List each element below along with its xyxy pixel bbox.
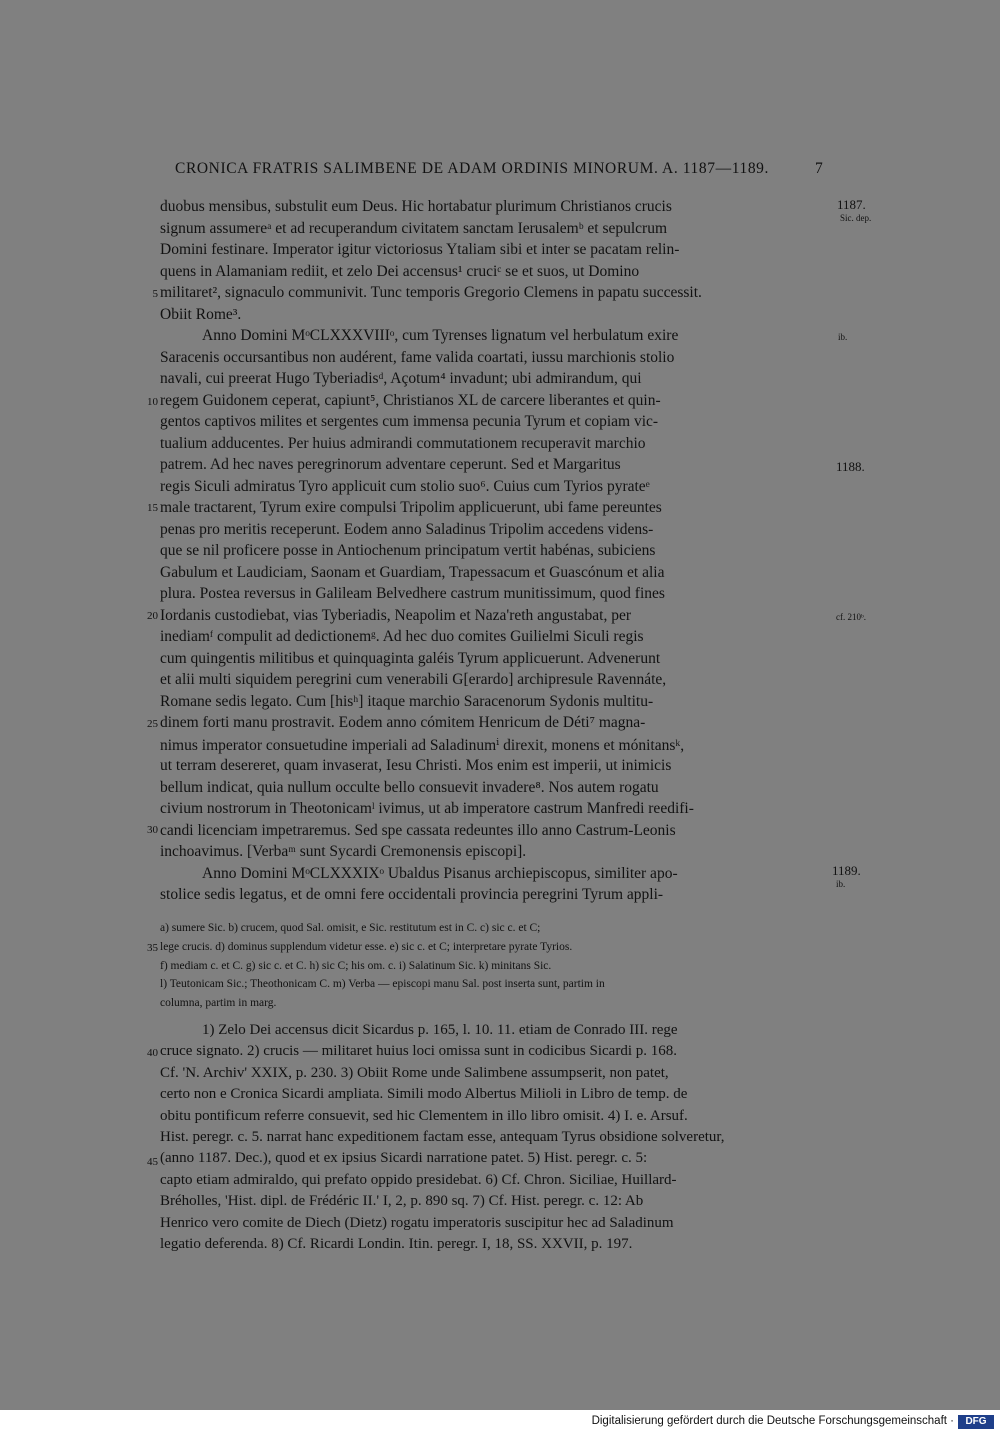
running-header: CRONICA FRATRIS SALIMBENE DE ADAM ORDINIS MINORUM. A. 1187—1189. — [175, 160, 770, 177]
margin-year-1187: 1187. — [837, 197, 866, 212]
text-line: regem Guidonem ceperat, capiunt⁵, Christianos XL de carcere liberantes et quin- — [160, 391, 661, 409]
text-line: bellum indicat, quia nullum occulte bello consuevit invadere⁸. Nos autem rogatu — [160, 778, 659, 796]
line-number: 20 — [147, 610, 158, 622]
text-line: et alii multi siquidem peregrini cum venerabili G[erardo] archipresule Ravennáte, — [160, 671, 667, 688]
note-line: cruce signato. 2) crucis — militaret huius loci omissa sunt in codicibus Sicardi p. 168. — [160, 1043, 677, 1060]
text-line: male tractarent, Tyrum exire compulsi Tripolim applicuerunt, ubi fame pereuntes — [160, 499, 662, 516]
margin-sic-dep: Sic. dep. — [840, 213, 872, 223]
text-line: candi licenciam impetraremus. Sed spe cassata redeuntes illo anno Castrum-Leonis — [160, 821, 676, 839]
note-line: obitu pontificum referre consuevit, sed hic Clementem in illo libro omisit. 4) I. e. Arsuf. — [160, 1107, 688, 1124]
footnote-line: lege crucis. d) dominus supplendum videtur esse. e) sic c. et C; interpretare pyrate Tyrios. — [160, 940, 573, 953]
text-line: militaret², signaculo communivit. Tunc temporis Gregorio Clemens in papatu successit. — [160, 284, 702, 301]
text-line: Anno Domini MᵒCLXXXVIIIᵒ, cum Tyrenses lignatum vel herbulatum exire — [202, 327, 679, 344]
footnote-line: l) Teutonicam Sic.; Theothonicam C. m) Verba — episcopi manu Sal. post inserta sunt, partim in — [160, 978, 605, 991]
text-line: Romane sedis legato. Cum [hisʰ] itaque marchio Saracenorum Sydonis multitu- — [160, 692, 654, 710]
line-number: 25 — [147, 718, 158, 730]
text-line: dinem forti manu prostravit. Eodem anno cómitem Henricum de Déti⁷ magna- — [160, 714, 646, 731]
text-line: signum assumereᵃ et ad recuperandum civitatem sanctam Ierusalemᵇ et sepulcrum — [160, 219, 668, 237]
text-line: Saracenis occursantibus non audérent, fame valida coartati, iussu marchionis stolio — [160, 348, 675, 366]
digitization-footer — [0, 1410, 1000, 1434]
text-line: penas pro meritis receperunt. Eodem anno Saladinus Tripolim accedens videns- — [160, 520, 654, 538]
text-line: plura. Postea reversus in Galileam Belvedhere castrum munitissimum, quod fines — [160, 585, 665, 602]
line-number: 10 — [147, 396, 158, 408]
text-line: Anno Domini MᵒCLXXXIXᵒ Ubaldus Pisanus archiepiscopus, similiter apo- — [202, 864, 678, 882]
text-line: ut terram desereret, quam invaserat, Iesu Christi. Mos enim est imperii, ut inimicis — [160, 757, 672, 774]
line-number: 30 — [147, 824, 158, 836]
note-line: Bréholles, 'Hist. dipl. de Frédéric II.' I, 2, p. 890 sq. 7) Cf. Hist. peregr. c. 12: Ab — [160, 1193, 644, 1210]
line-number: 15 — [147, 502, 158, 514]
note-line: capto etiam admiraldo, qui prefato oppido presidebat. 6) Cf. Chron. Siciliae, Huillard- — [160, 1171, 677, 1188]
footnote-line: f) mediam c. et C. g) sic c. et C. h) sic C; his om. c. i) Salatinum Sic. k) minitans Sic. — [160, 959, 552, 972]
note-line: Cf. 'N. Archiv' XXIX, p. 230. 3) Obiit Rome unde Salimbene assumpserit, non patet, — [160, 1064, 669, 1081]
text-line: inediamᶠ compulit ad dedictionemᵍ. Ad hec duo comites Guilielmi Siculi regis — [160, 628, 644, 645]
margin-cf-210: cf. 210ᵇ. — [836, 612, 867, 622]
text-line: Domini festinare. Imperator igitur victoriosus Ytaliam sibi et inter se pacatam relin- — [160, 241, 680, 258]
note-line: (anno 1187. Dec.), quod et ex ipsius Sicardi narratione patet. 5) Hist. peregr. c. 5: — [160, 1150, 648, 1167]
note-line: 1) Zelo Dei accensus dicit Sicardus p. 165, l. 10. 11. etiam de Conrado III. rege — [202, 1022, 678, 1038]
text-line: gentos captivos milites et sergentes cum immensa pecunia Tyrum et copiam vic- — [160, 413, 659, 430]
text-line: inchoavimus. [Verbaᵐ sunt Sycardi Cremonensis episcopi]. — [160, 843, 527, 860]
margin-ib-1: ib. — [838, 332, 848, 342]
dfg-logo: DFG — [958, 1415, 994, 1429]
line-number: 45 — [147, 1156, 158, 1168]
line-number: 40 — [147, 1047, 158, 1059]
text-line: nimus imperator consuetudine imperiali ad Saladinumⁱ direxit, monens et mónitansᵏ, — [160, 736, 685, 754]
margin-year-1189: 1189. — [832, 863, 861, 878]
text-line: cum quingentis militibus et quinquaginta galéis Tyrum applicuerunt. Advenerunt — [160, 649, 661, 667]
text-line: que se nil proficere posse in Antiochenum principatum vertit habénas, subiciens — [160, 542, 656, 559]
footer-credit: Digitalisierung gefördert durch die Deutsche Forschungsgemeinschaft · — [591, 1415, 954, 1427]
text-line: navali, cui preerat Hugo Tyberiadisᵈ, Açotum⁴ invadunt; ubi admirandum, qui — [160, 370, 642, 387]
text-line: Iordanis custodiebat, vias Tyberiadis, Neapolim et Naza'reth angustabat, per — [160, 606, 632, 624]
text-line: tualium adducentes. Per huius admirandi commutationem recuperavit marchio — [160, 434, 646, 452]
note-line: Henrico vero comite de Diech (Dietz) rogatu imperatoris suscipitur hec ad Saladinum — [160, 1214, 674, 1231]
text-line: regis Siculi admiratus Tyro applicuit cum stolio suo⁶. Cuius cum Tyrios pyrateᵉ — [160, 477, 650, 495]
line-number: 35 — [147, 942, 158, 954]
note-line: certo non e Cronica Sicardi ampliata. Simili modo Albertus Milioli in Libro de temp. de — [160, 1086, 688, 1103]
text-line: duobus mensibus, substulit eum Deus. Hic hortabatur plurimum Christianos crucis — [160, 198, 672, 215]
margin-year-1188: 1188. — [836, 459, 865, 474]
footnote-line: columna, partim in marg. — [160, 997, 277, 1010]
note-line: Hist. peregr. c. 5. narrat hanc expeditionem factam esse, antequam Tyrus obsidione solveretur, — [160, 1129, 725, 1145]
line-number: 5 — [152, 288, 158, 300]
text-line: quens in Alamaniam rediit, et zelo Dei accensus¹ cruciᶜ se et suos, ut Domino — [160, 262, 640, 280]
note-line: legatio deferenda. 8) Cf. Ricardi Londin. Itin. peregr. I, 18, SS. XXVII, p. 197. — [160, 1236, 633, 1252]
text-line: stolice sedis legatus, et de omni fere occidentali provincia peregrini Tyrum appli- — [160, 886, 664, 903]
footnote-line: a) sumere Sic. b) crucem, quod Sal. omisit, e Sic. restitutum est in C. c) sic c. et C; — [160, 922, 541, 934]
margin-ib-2: ib. — [836, 879, 846, 889]
text-line: civium nostrorum in Theotonicamˡ ivimus, ut ab imperatore castrum Manfredi reedifi- — [160, 800, 694, 817]
text-line: patrem. Ad hec naves peregrinorum adventare ceperunt. Sed et Margaritus — [160, 456, 621, 473]
text-line: Obiit Rome³. — [160, 305, 242, 323]
page-number: 7 — [815, 160, 824, 177]
text-line: Gabulum et Laudiciam, Saonam et Guardiam, Trapessacum et Guascónum et alia — [160, 563, 665, 581]
